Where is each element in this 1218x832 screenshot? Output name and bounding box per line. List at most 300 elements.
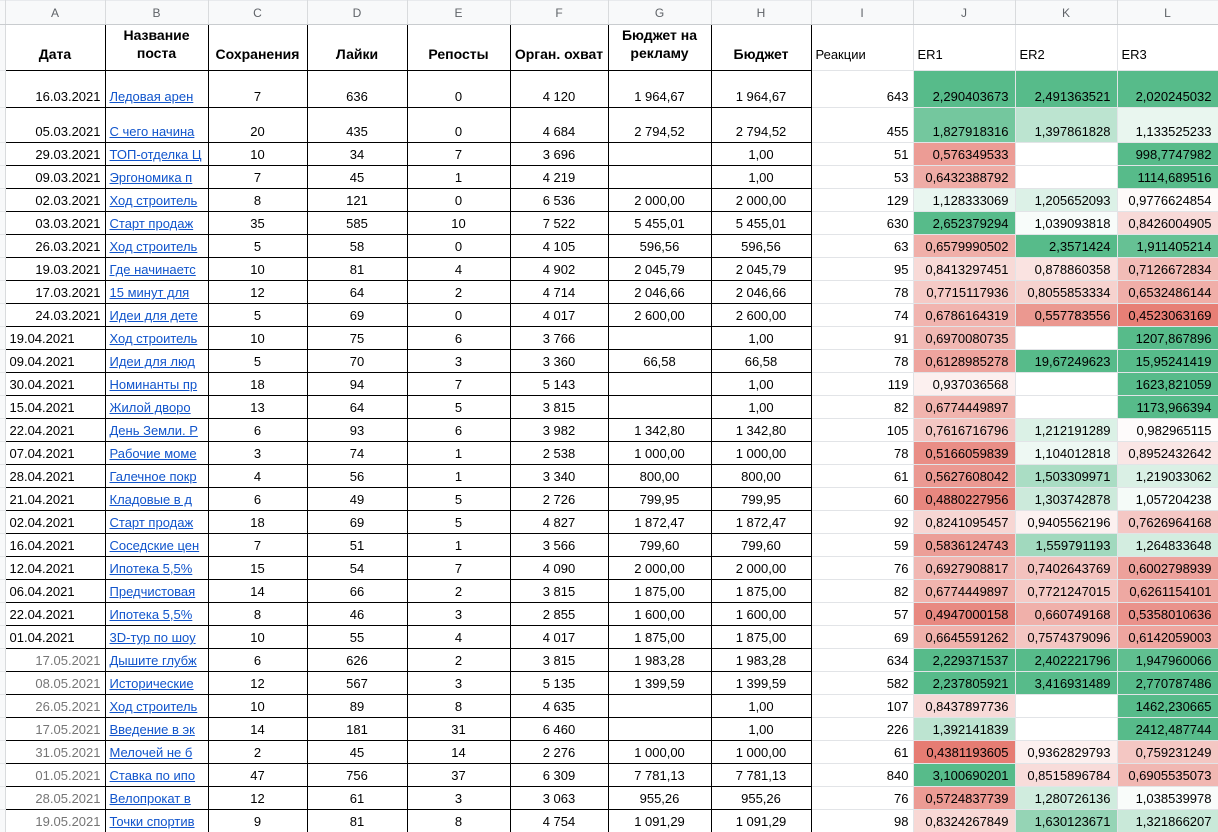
er2-cell[interactable] bbox=[1015, 166, 1117, 189]
reposts-cell[interactable]: 4 bbox=[407, 626, 510, 649]
organic-reach-cell[interactable]: 3 766 bbox=[510, 327, 608, 350]
post-link[interactable]: Жилой дворо bbox=[109, 400, 191, 415]
er1-cell[interactable]: 1,128333069 bbox=[913, 189, 1015, 212]
organic-reach-cell[interactable]: 2 726 bbox=[510, 488, 608, 511]
ad-budget-cell[interactable]: 2 794,52 bbox=[608, 108, 711, 143]
budget-cell[interactable]: 955,26 bbox=[711, 787, 811, 810]
post-link[interactable]: Соседские цен bbox=[109, 538, 200, 553]
reactions-cell[interactable]: 630 bbox=[811, 212, 913, 235]
post-link[interactable]: Ход строитель bbox=[109, 699, 198, 714]
ad-budget-cell[interactable]: 1 342,80 bbox=[608, 419, 711, 442]
reactions-cell[interactable]: 226 bbox=[811, 718, 913, 741]
post-link[interactable]: Ипотека 5,5% bbox=[109, 561, 193, 576]
er2-cell[interactable] bbox=[1015, 327, 1117, 350]
post-title-cell[interactable] bbox=[105, 764, 208, 787]
er1-cell[interactable]: 0,5627608042 bbox=[913, 465, 1015, 488]
reposts-cell[interactable]: 8 bbox=[407, 810, 510, 832]
budget-cell[interactable]: 5 455,01 bbox=[711, 212, 811, 235]
er1-cell[interactable]: 0,8413297451 bbox=[913, 258, 1015, 281]
organic-reach-cell[interactable]: 4 902 bbox=[510, 258, 608, 281]
saves-cell[interactable]: 10 bbox=[208, 626, 307, 649]
saves-cell[interactable]: 35 bbox=[208, 212, 307, 235]
likes-cell[interactable]: 93 bbox=[307, 419, 407, 442]
er3-cell[interactable]: 1207,867896 bbox=[1117, 327, 1218, 350]
er3-cell[interactable]: 1173,966394 bbox=[1117, 396, 1218, 419]
organic-reach-cell[interactable]: 4 754 bbox=[510, 810, 608, 832]
saves-cell[interactable]: 6 bbox=[208, 419, 307, 442]
likes-cell[interactable]: 49 bbox=[307, 488, 407, 511]
organic-reach-cell[interactable]: 4 684 bbox=[510, 108, 608, 143]
reactions-cell[interactable]: 76 bbox=[811, 557, 913, 580]
reposts-cell[interactable]: 3 bbox=[407, 350, 510, 373]
budget-cell[interactable]: 1 983,28 bbox=[711, 649, 811, 672]
post-title-cell[interactable] bbox=[105, 304, 208, 327]
saves-cell[interactable]: 14 bbox=[208, 580, 307, 603]
organic-reach-cell[interactable]: 4 827 bbox=[510, 511, 608, 534]
budget-cell[interactable]: 1 600,00 bbox=[711, 603, 811, 626]
er1-cell[interactable]: 1,827918316 bbox=[913, 108, 1015, 143]
reposts-cell[interactable]: 1 bbox=[407, 166, 510, 189]
post-title-cell[interactable] bbox=[105, 580, 208, 603]
post-title-cell[interactable] bbox=[105, 327, 208, 350]
ad-budget-cell[interactable]: 1 000,00 bbox=[608, 442, 711, 465]
er1-cell[interactable]: 0,7616716796 bbox=[913, 419, 1015, 442]
post-title-cell[interactable] bbox=[105, 235, 208, 258]
er3-cell[interactable]: 1,038539978 bbox=[1117, 787, 1218, 810]
column-letter-L[interactable]: L bbox=[1117, 1, 1218, 25]
reactions-cell[interactable]: 91 bbox=[811, 327, 913, 350]
header-budget[interactable]: Бюджет bbox=[711, 25, 811, 71]
er1-cell[interactable]: 1,392141839 bbox=[913, 718, 1015, 741]
er3-cell[interactable]: 1114,689516 bbox=[1117, 166, 1218, 189]
post-title-cell[interactable] bbox=[105, 603, 208, 626]
likes-cell[interactable]: 64 bbox=[307, 281, 407, 304]
budget-cell[interactable]: 2 794,52 bbox=[711, 108, 811, 143]
reposts-cell[interactable]: 3 bbox=[407, 672, 510, 695]
post-title-cell[interactable] bbox=[105, 649, 208, 672]
reposts-cell[interactable]: 0 bbox=[407, 108, 510, 143]
post-link[interactable]: Идеи для дете bbox=[109, 308, 198, 323]
saves-cell[interactable]: 12 bbox=[208, 672, 307, 695]
ad-budget-cell[interactable]: 1 964,67 bbox=[608, 71, 711, 108]
date-cell[interactable]: 02.04.2021 bbox=[5, 511, 105, 534]
likes-cell[interactable]: 70 bbox=[307, 350, 407, 373]
post-link[interactable]: Номинанты пр bbox=[109, 377, 198, 392]
organic-reach-cell[interactable]: 5 143 bbox=[510, 373, 608, 396]
budget-cell[interactable]: 1,00 bbox=[711, 166, 811, 189]
header-post-title[interactable]: Название поста bbox=[105, 25, 208, 71]
reposts-cell[interactable]: 14 bbox=[407, 741, 510, 764]
column-letter-E[interactable]: E bbox=[407, 1, 510, 25]
reposts-cell[interactable]: 8 bbox=[407, 695, 510, 718]
organic-reach-cell[interactable]: 2 538 bbox=[510, 442, 608, 465]
ad-budget-cell[interactable]: 5 455,01 bbox=[608, 212, 711, 235]
post-link[interactable]: Галечное покр bbox=[109, 469, 197, 484]
saves-cell[interactable]: 6 bbox=[208, 649, 307, 672]
reposts-cell[interactable]: 7 bbox=[407, 373, 510, 396]
saves-cell[interactable]: 8 bbox=[208, 603, 307, 626]
reactions-cell[interactable]: 76 bbox=[811, 787, 913, 810]
er1-cell[interactable]: 0,5724837739 bbox=[913, 787, 1015, 810]
post-title-cell[interactable] bbox=[105, 787, 208, 810]
post-title-cell[interactable] bbox=[105, 695, 208, 718]
likes-cell[interactable]: 69 bbox=[307, 511, 407, 534]
organic-reach-cell[interactable]: 4 635 bbox=[510, 695, 608, 718]
budget-cell[interactable]: 799,95 bbox=[711, 488, 811, 511]
reactions-cell[interactable]: 129 bbox=[811, 189, 913, 212]
date-cell[interactable]: 28.05.2021 bbox=[5, 787, 105, 810]
likes-cell[interactable]: 89 bbox=[307, 695, 407, 718]
date-cell[interactable]: 24.03.2021 bbox=[5, 304, 105, 327]
likes-cell[interactable]: 34 bbox=[307, 143, 407, 166]
date-cell[interactable]: 09.04.2021 bbox=[5, 350, 105, 373]
post-title-cell[interactable] bbox=[105, 212, 208, 235]
post-link[interactable]: Ставка по ипо bbox=[109, 768, 196, 783]
likes-cell[interactable]: 69 bbox=[307, 304, 407, 327]
post-title-cell[interactable] bbox=[105, 281, 208, 304]
er1-cell[interactable]: 2,652379294 bbox=[913, 212, 1015, 235]
er1-cell[interactable]: 0,6970080735 bbox=[913, 327, 1015, 350]
post-title-cell[interactable] bbox=[105, 511, 208, 534]
er2-cell[interactable]: 1,397861828 bbox=[1015, 108, 1117, 143]
reactions-cell[interactable]: 61 bbox=[811, 465, 913, 488]
er3-cell[interactable]: 2412,487744 bbox=[1117, 718, 1218, 741]
likes-cell[interactable]: 61 bbox=[307, 787, 407, 810]
er1-cell[interactable]: 0,4880227956 bbox=[913, 488, 1015, 511]
saves-cell[interactable]: 12 bbox=[208, 281, 307, 304]
date-cell[interactable]: 12.04.2021 bbox=[5, 557, 105, 580]
date-cell[interactable]: 16.04.2021 bbox=[5, 534, 105, 557]
er2-cell[interactable] bbox=[1015, 373, 1117, 396]
saves-cell[interactable]: 2 bbox=[208, 741, 307, 764]
reactions-cell[interactable]: 78 bbox=[811, 350, 913, 373]
post-title-cell[interactable] bbox=[105, 258, 208, 281]
column-letter-G[interactable]: G bbox=[608, 1, 711, 25]
er2-cell[interactable]: 1,303742878 bbox=[1015, 488, 1117, 511]
budget-cell[interactable]: 1 399,59 bbox=[711, 672, 811, 695]
post-title-cell[interactable] bbox=[105, 396, 208, 419]
saves-cell[interactable]: 20 bbox=[208, 108, 307, 143]
post-title-cell[interactable] bbox=[105, 108, 208, 143]
header-organic-reach[interactable]: Орган. охват bbox=[510, 25, 608, 71]
saves-cell[interactable]: 10 bbox=[208, 258, 307, 281]
er1-cell[interactable]: 0,4381193605 bbox=[913, 741, 1015, 764]
ad-budget-cell[interactable]: 2 046,66 bbox=[608, 281, 711, 304]
reposts-cell[interactable]: 0 bbox=[407, 235, 510, 258]
header-er2[interactable]: ER2 bbox=[1015, 25, 1117, 71]
reactions-cell[interactable]: 643 bbox=[811, 71, 913, 108]
er1-cell[interactable]: 0,937036568 bbox=[913, 373, 1015, 396]
date-cell[interactable]: 19.04.2021 bbox=[5, 327, 105, 350]
column-letter-B[interactable]: B bbox=[105, 1, 208, 25]
header-reactions[interactable]: Реакции bbox=[811, 25, 913, 71]
post-link[interactable]: С чего начина bbox=[109, 124, 195, 139]
column-letter-F[interactable]: F bbox=[510, 1, 608, 25]
reposts-cell[interactable]: 6 bbox=[407, 419, 510, 442]
ad-budget-cell[interactable]: 596,56 bbox=[608, 235, 711, 258]
er3-cell[interactable]: 15,95241419 bbox=[1117, 350, 1218, 373]
post-title-cell[interactable] bbox=[105, 810, 208, 832]
er2-cell[interactable]: 1,630123671 bbox=[1015, 810, 1117, 832]
ad-budget-cell[interactable]: 2 045,79 bbox=[608, 258, 711, 281]
er1-cell[interactable]: 0,6786164319 bbox=[913, 304, 1015, 327]
saves-cell[interactable]: 10 bbox=[208, 695, 307, 718]
post-link[interactable]: Исторические bbox=[109, 676, 194, 691]
likes-cell[interactable]: 181 bbox=[307, 718, 407, 741]
reposts-cell[interactable]: 5 bbox=[407, 511, 510, 534]
header-reposts[interactable]: Репосты bbox=[407, 25, 510, 71]
reactions-cell[interactable]: 57 bbox=[811, 603, 913, 626]
reposts-cell[interactable]: 0 bbox=[407, 304, 510, 327]
er3-cell[interactable]: 0,8952432642 bbox=[1117, 442, 1218, 465]
er2-cell[interactable]: 1,104012818 bbox=[1015, 442, 1117, 465]
er1-cell[interactable]: 0,6774449897 bbox=[913, 580, 1015, 603]
likes-cell[interactable]: 756 bbox=[307, 764, 407, 787]
budget-cell[interactable]: 800,00 bbox=[711, 465, 811, 488]
likes-cell[interactable]: 64 bbox=[307, 396, 407, 419]
likes-cell[interactable]: 51 bbox=[307, 534, 407, 557]
er1-cell[interactable]: 0,5166059839 bbox=[913, 442, 1015, 465]
organic-reach-cell[interactable]: 6 309 bbox=[510, 764, 608, 787]
post-link[interactable]: Велопрокат в bbox=[109, 791, 191, 806]
post-link[interactable]: Старт продаж bbox=[109, 216, 194, 231]
er3-cell[interactable]: 0,6532486144 bbox=[1117, 281, 1218, 304]
reposts-cell[interactable]: 6 bbox=[407, 327, 510, 350]
budget-cell[interactable]: 1 872,47 bbox=[711, 511, 811, 534]
ad-budget-cell[interactable]: 2 000,00 bbox=[608, 557, 711, 580]
budget-cell[interactable]: 1,00 bbox=[711, 143, 811, 166]
reposts-cell[interactable]: 1 bbox=[407, 465, 510, 488]
budget-cell[interactable]: 1,00 bbox=[711, 695, 811, 718]
post-link[interactable]: Ход строитель bbox=[109, 193, 198, 208]
ad-budget-cell[interactable]: 1 600,00 bbox=[608, 603, 711, 626]
organic-reach-cell[interactable]: 4 219 bbox=[510, 166, 608, 189]
er3-cell[interactable]: 0,6142059003 bbox=[1117, 626, 1218, 649]
header-er1[interactable]: ER1 bbox=[913, 25, 1015, 71]
date-cell[interactable]: 22.04.2021 bbox=[5, 603, 105, 626]
organic-reach-cell[interactable]: 4 714 bbox=[510, 281, 608, 304]
saves-cell[interactable]: 7 bbox=[208, 534, 307, 557]
budget-cell[interactable]: 1,00 bbox=[711, 327, 811, 350]
reactions-cell[interactable]: 61 bbox=[811, 741, 913, 764]
likes-cell[interactable]: 45 bbox=[307, 166, 407, 189]
organic-reach-cell[interactable]: 3 815 bbox=[510, 649, 608, 672]
ad-budget-cell[interactable] bbox=[608, 718, 711, 741]
post-link[interactable]: Точки спортив bbox=[109, 814, 195, 829]
likes-cell[interactable]: 46 bbox=[307, 603, 407, 626]
post-title-cell[interactable] bbox=[105, 71, 208, 108]
reactions-cell[interactable]: 60 bbox=[811, 488, 913, 511]
reposts-cell[interactable]: 7 bbox=[407, 557, 510, 580]
post-link[interactable]: Эргономика п bbox=[109, 170, 193, 185]
er1-cell[interactable]: 0,5836124743 bbox=[913, 534, 1015, 557]
er2-cell[interactable]: 1,205652093 bbox=[1015, 189, 1117, 212]
organic-reach-cell[interactable]: 3 982 bbox=[510, 419, 608, 442]
column-letter-I[interactable]: I bbox=[811, 1, 913, 25]
er1-cell[interactable]: 0,8324267849 bbox=[913, 810, 1015, 832]
budget-cell[interactable]: 2 045,79 bbox=[711, 258, 811, 281]
er1-cell[interactable]: 0,6645591262 bbox=[913, 626, 1015, 649]
likes-cell[interactable]: 45 bbox=[307, 741, 407, 764]
saves-cell[interactable]: 47 bbox=[208, 764, 307, 787]
er2-cell[interactable]: 1,559791193 bbox=[1015, 534, 1117, 557]
saves-cell[interactable]: 5 bbox=[208, 235, 307, 258]
post-title-cell[interactable] bbox=[105, 534, 208, 557]
likes-cell[interactable]: 75 bbox=[307, 327, 407, 350]
er2-cell[interactable]: 0,878860358 bbox=[1015, 258, 1117, 281]
reposts-cell[interactable]: 10 bbox=[407, 212, 510, 235]
date-cell[interactable]: 28.04.2021 bbox=[5, 465, 105, 488]
ad-budget-cell[interactable] bbox=[608, 327, 711, 350]
reactions-cell[interactable]: 51 bbox=[811, 143, 913, 166]
er2-cell[interactable]: 0,9405562196 bbox=[1015, 511, 1117, 534]
post-title-cell[interactable] bbox=[105, 741, 208, 764]
saves-cell[interactable]: 15 bbox=[208, 557, 307, 580]
post-link[interactable]: День Земли. Р bbox=[109, 423, 198, 438]
reactions-cell[interactable]: 107 bbox=[811, 695, 913, 718]
organic-reach-cell[interactable]: 3 360 bbox=[510, 350, 608, 373]
organic-reach-cell[interactable]: 4 120 bbox=[510, 71, 608, 108]
er1-cell[interactable]: 2,229371537 bbox=[913, 649, 1015, 672]
header-likes[interactable]: Лайки bbox=[307, 25, 407, 71]
er3-cell[interactable]: 1,057204238 bbox=[1117, 488, 1218, 511]
er2-cell[interactable]: 0,557783556 bbox=[1015, 304, 1117, 327]
post-title-cell[interactable] bbox=[105, 488, 208, 511]
date-cell[interactable]: 29.03.2021 bbox=[5, 143, 105, 166]
budget-cell[interactable]: 1 875,00 bbox=[711, 626, 811, 649]
er3-cell[interactable]: 0,759231249 bbox=[1117, 741, 1218, 764]
reactions-cell[interactable]: 74 bbox=[811, 304, 913, 327]
post-title-cell[interactable] bbox=[105, 189, 208, 212]
ad-budget-cell[interactable]: 1 875,00 bbox=[608, 580, 711, 603]
reactions-cell[interactable]: 82 bbox=[811, 580, 913, 603]
ad-budget-cell[interactable]: 800,00 bbox=[608, 465, 711, 488]
date-cell[interactable]: 26.05.2021 bbox=[5, 695, 105, 718]
ad-budget-cell[interactable] bbox=[608, 143, 711, 166]
date-cell[interactable]: 26.03.2021 bbox=[5, 235, 105, 258]
er1-cell[interactable]: 0,8241095457 bbox=[913, 511, 1015, 534]
reactions-cell[interactable]: 95 bbox=[811, 258, 913, 281]
date-cell[interactable]: 22.04.2021 bbox=[5, 419, 105, 442]
er2-cell[interactable] bbox=[1015, 143, 1117, 166]
er2-cell[interactable]: 0,8515896784 bbox=[1015, 764, 1117, 787]
er2-cell[interactable]: 3,416931489 bbox=[1015, 672, 1117, 695]
organic-reach-cell[interactable]: 6 460 bbox=[510, 718, 608, 741]
ad-budget-cell[interactable] bbox=[608, 396, 711, 419]
post-link[interactable]: ТОП-отделка Ц bbox=[109, 147, 202, 162]
post-link[interactable]: Старт продаж bbox=[109, 515, 194, 530]
likes-cell[interactable]: 626 bbox=[307, 649, 407, 672]
reposts-cell[interactable]: 2 bbox=[407, 580, 510, 603]
saves-cell[interactable]: 5 bbox=[208, 304, 307, 327]
reposts-cell[interactable]: 37 bbox=[407, 764, 510, 787]
organic-reach-cell[interactable]: 4 105 bbox=[510, 235, 608, 258]
er1-cell[interactable]: 0,576349533 bbox=[913, 143, 1015, 166]
date-cell[interactable]: 06.04.2021 bbox=[5, 580, 105, 603]
saves-cell[interactable]: 5 bbox=[208, 350, 307, 373]
ad-budget-cell[interactable] bbox=[608, 695, 711, 718]
er2-cell[interactable]: 1,212191289 bbox=[1015, 419, 1117, 442]
er2-cell[interactable]: 0,7574379096 bbox=[1015, 626, 1117, 649]
post-link[interactable]: Идеи для люд bbox=[109, 354, 195, 369]
er1-cell[interactable]: 0,4947000158 bbox=[913, 603, 1015, 626]
er3-cell[interactable]: 998,7747982 bbox=[1117, 143, 1218, 166]
ad-budget-cell[interactable] bbox=[608, 166, 711, 189]
date-cell[interactable]: 30.04.2021 bbox=[5, 373, 105, 396]
post-link[interactable]: Ледовая арен bbox=[109, 89, 194, 104]
header-er3[interactable]: ER3 bbox=[1117, 25, 1218, 71]
saves-cell[interactable]: 8 bbox=[208, 189, 307, 212]
er1-cell[interactable]: 2,290403673 bbox=[913, 71, 1015, 108]
budget-cell[interactable]: 1 000,00 bbox=[711, 442, 811, 465]
likes-cell[interactable]: 56 bbox=[307, 465, 407, 488]
er2-cell[interactable] bbox=[1015, 718, 1117, 741]
date-cell[interactable]: 03.03.2021 bbox=[5, 212, 105, 235]
post-link[interactable]: Мелочей не б bbox=[109, 745, 193, 760]
er1-cell[interactable]: 0,6774449897 bbox=[913, 396, 1015, 419]
ad-budget-cell[interactable]: 955,26 bbox=[608, 787, 711, 810]
er3-cell[interactable]: 1,219033062 bbox=[1117, 465, 1218, 488]
er3-cell[interactable]: 0,6261154101 bbox=[1117, 580, 1218, 603]
er3-cell[interactable]: 0,7626964168 bbox=[1117, 511, 1218, 534]
likes-cell[interactable]: 94 bbox=[307, 373, 407, 396]
reposts-cell[interactable]: 2 bbox=[407, 281, 510, 304]
reactions-cell[interactable]: 78 bbox=[811, 281, 913, 304]
saves-cell[interactable]: 7 bbox=[208, 71, 307, 108]
er3-cell[interactable]: 1,947960066 bbox=[1117, 649, 1218, 672]
organic-reach-cell[interactable]: 3 696 bbox=[510, 143, 608, 166]
reactions-cell[interactable]: 63 bbox=[811, 235, 913, 258]
er2-cell[interactable]: 19,67249623 bbox=[1015, 350, 1117, 373]
header-date[interactable]: Дата bbox=[5, 25, 105, 71]
likes-cell[interactable]: 81 bbox=[307, 810, 407, 832]
likes-cell[interactable]: 636 bbox=[307, 71, 407, 108]
reposts-cell[interactable]: 0 bbox=[407, 189, 510, 212]
reposts-cell[interactable]: 2 bbox=[407, 649, 510, 672]
date-cell[interactable]: 19.03.2021 bbox=[5, 258, 105, 281]
er1-cell[interactable]: 0,6128985278 bbox=[913, 350, 1015, 373]
likes-cell[interactable]: 54 bbox=[307, 557, 407, 580]
post-link[interactable]: Ход строитель bbox=[109, 239, 198, 254]
reposts-cell[interactable]: 1 bbox=[407, 534, 510, 557]
saves-cell[interactable]: 9 bbox=[208, 810, 307, 832]
er2-cell[interactable] bbox=[1015, 396, 1117, 419]
saves-cell[interactable]: 10 bbox=[208, 143, 307, 166]
budget-cell[interactable]: 66,58 bbox=[711, 350, 811, 373]
organic-reach-cell[interactable]: 5 135 bbox=[510, 672, 608, 695]
header-saves[interactable]: Сохранения bbox=[208, 25, 307, 71]
er2-cell[interactable]: 0,7721247015 bbox=[1015, 580, 1117, 603]
budget-cell[interactable]: 1 000,00 bbox=[711, 741, 811, 764]
er3-cell[interactable]: 0,9776624854 bbox=[1117, 189, 1218, 212]
er3-cell[interactable]: 0,6002798939 bbox=[1117, 557, 1218, 580]
date-cell[interactable]: 21.04.2021 bbox=[5, 488, 105, 511]
post-link[interactable]: Предчистовая bbox=[109, 584, 196, 599]
er3-cell[interactable]: 2,770787486 bbox=[1117, 672, 1218, 695]
post-title-cell[interactable] bbox=[105, 557, 208, 580]
organic-reach-cell[interactable]: 3 566 bbox=[510, 534, 608, 557]
post-link[interactable]: Где начинаетс bbox=[109, 262, 196, 277]
saves-cell[interactable]: 18 bbox=[208, 511, 307, 534]
column-letter-K[interactable]: K bbox=[1015, 1, 1117, 25]
er2-cell[interactable]: 0,7402643769 bbox=[1015, 557, 1117, 580]
er3-cell[interactable]: 1,911405214 bbox=[1117, 235, 1218, 258]
saves-cell[interactable]: 6 bbox=[208, 488, 307, 511]
ad-budget-cell[interactable]: 7 781,13 bbox=[608, 764, 711, 787]
reactions-cell[interactable]: 59 bbox=[811, 534, 913, 557]
likes-cell[interactable]: 121 bbox=[307, 189, 407, 212]
er3-cell[interactable]: 2,020245032 bbox=[1117, 71, 1218, 108]
